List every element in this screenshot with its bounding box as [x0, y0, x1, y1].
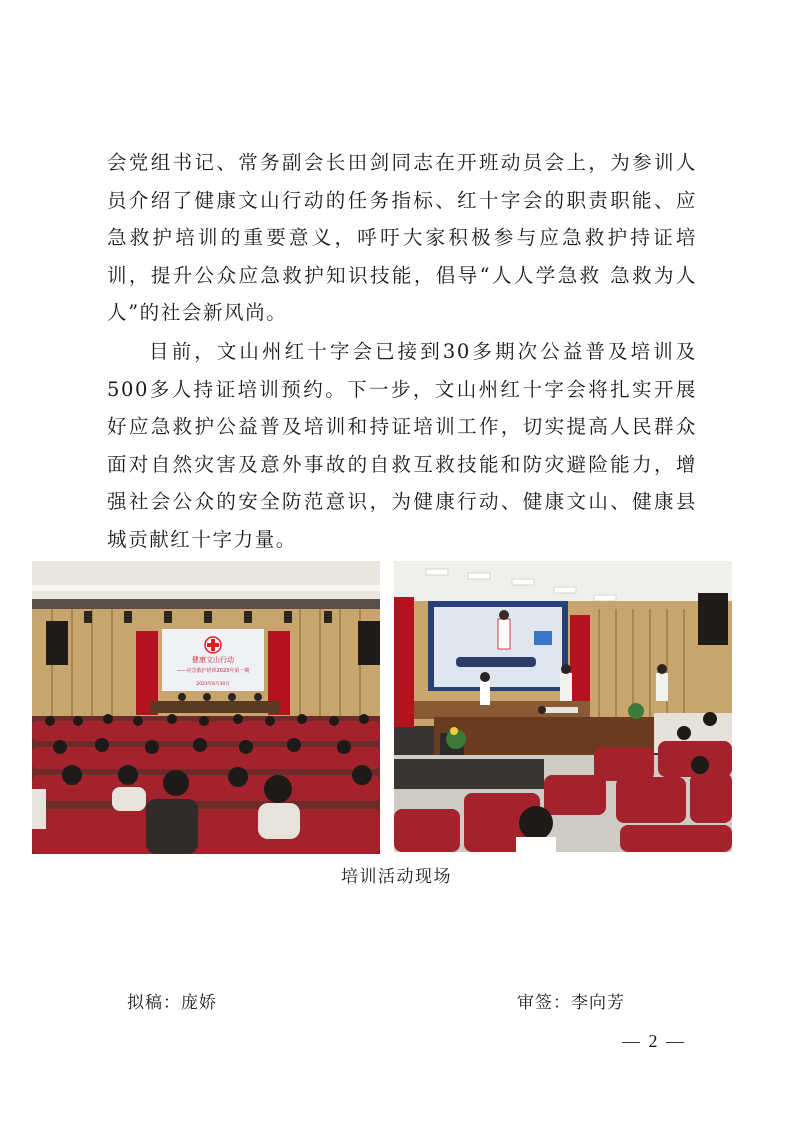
page-number: — 2 — [622, 1031, 686, 1051]
banner-subtitle: ——应急救护培训2023年第一期 [176, 668, 250, 674]
paragraph-1: 会党组书记、常务副会长田剑同志在开班动员会上，为参训人员介绍了健康文山行动的任务指标、红十字会的职责职能、应急救护培训的重要意义，呼吁大家积极参与应急救护持证培训，提升公众应急救护知识技能，倡导“人人学急救 急救为人人”的社会新风尚。 [107, 151, 697, 324]
banner-title: 健康文山行动 [192, 656, 234, 664]
banner-date: 2023年8月30日 [196, 682, 230, 687]
reviewer-signature: 审签：李向芳 [517, 993, 625, 1013]
photo-caption: 培训活动现场 [341, 867, 452, 887]
training-photo-right [394, 561, 732, 852]
training-photo-left [32, 561, 380, 854]
paragraph-2: 目前，文山州红十字会已接到30多期次公益普及培训及500多人持证培训预约。下一步，文山州红十字会将扎实开展好应急救护公益普及培训和持证培训工作，切实提高人民群众面对自然灾害及意外事故的自救互救技能和防灾避险能力，增强社会公众的安全防范意识，为健康行动、健康文山、健康县城贡献红十字力量。 [107, 340, 697, 551]
drafter-signature: 拟稿：庞娇 [127, 993, 217, 1013]
